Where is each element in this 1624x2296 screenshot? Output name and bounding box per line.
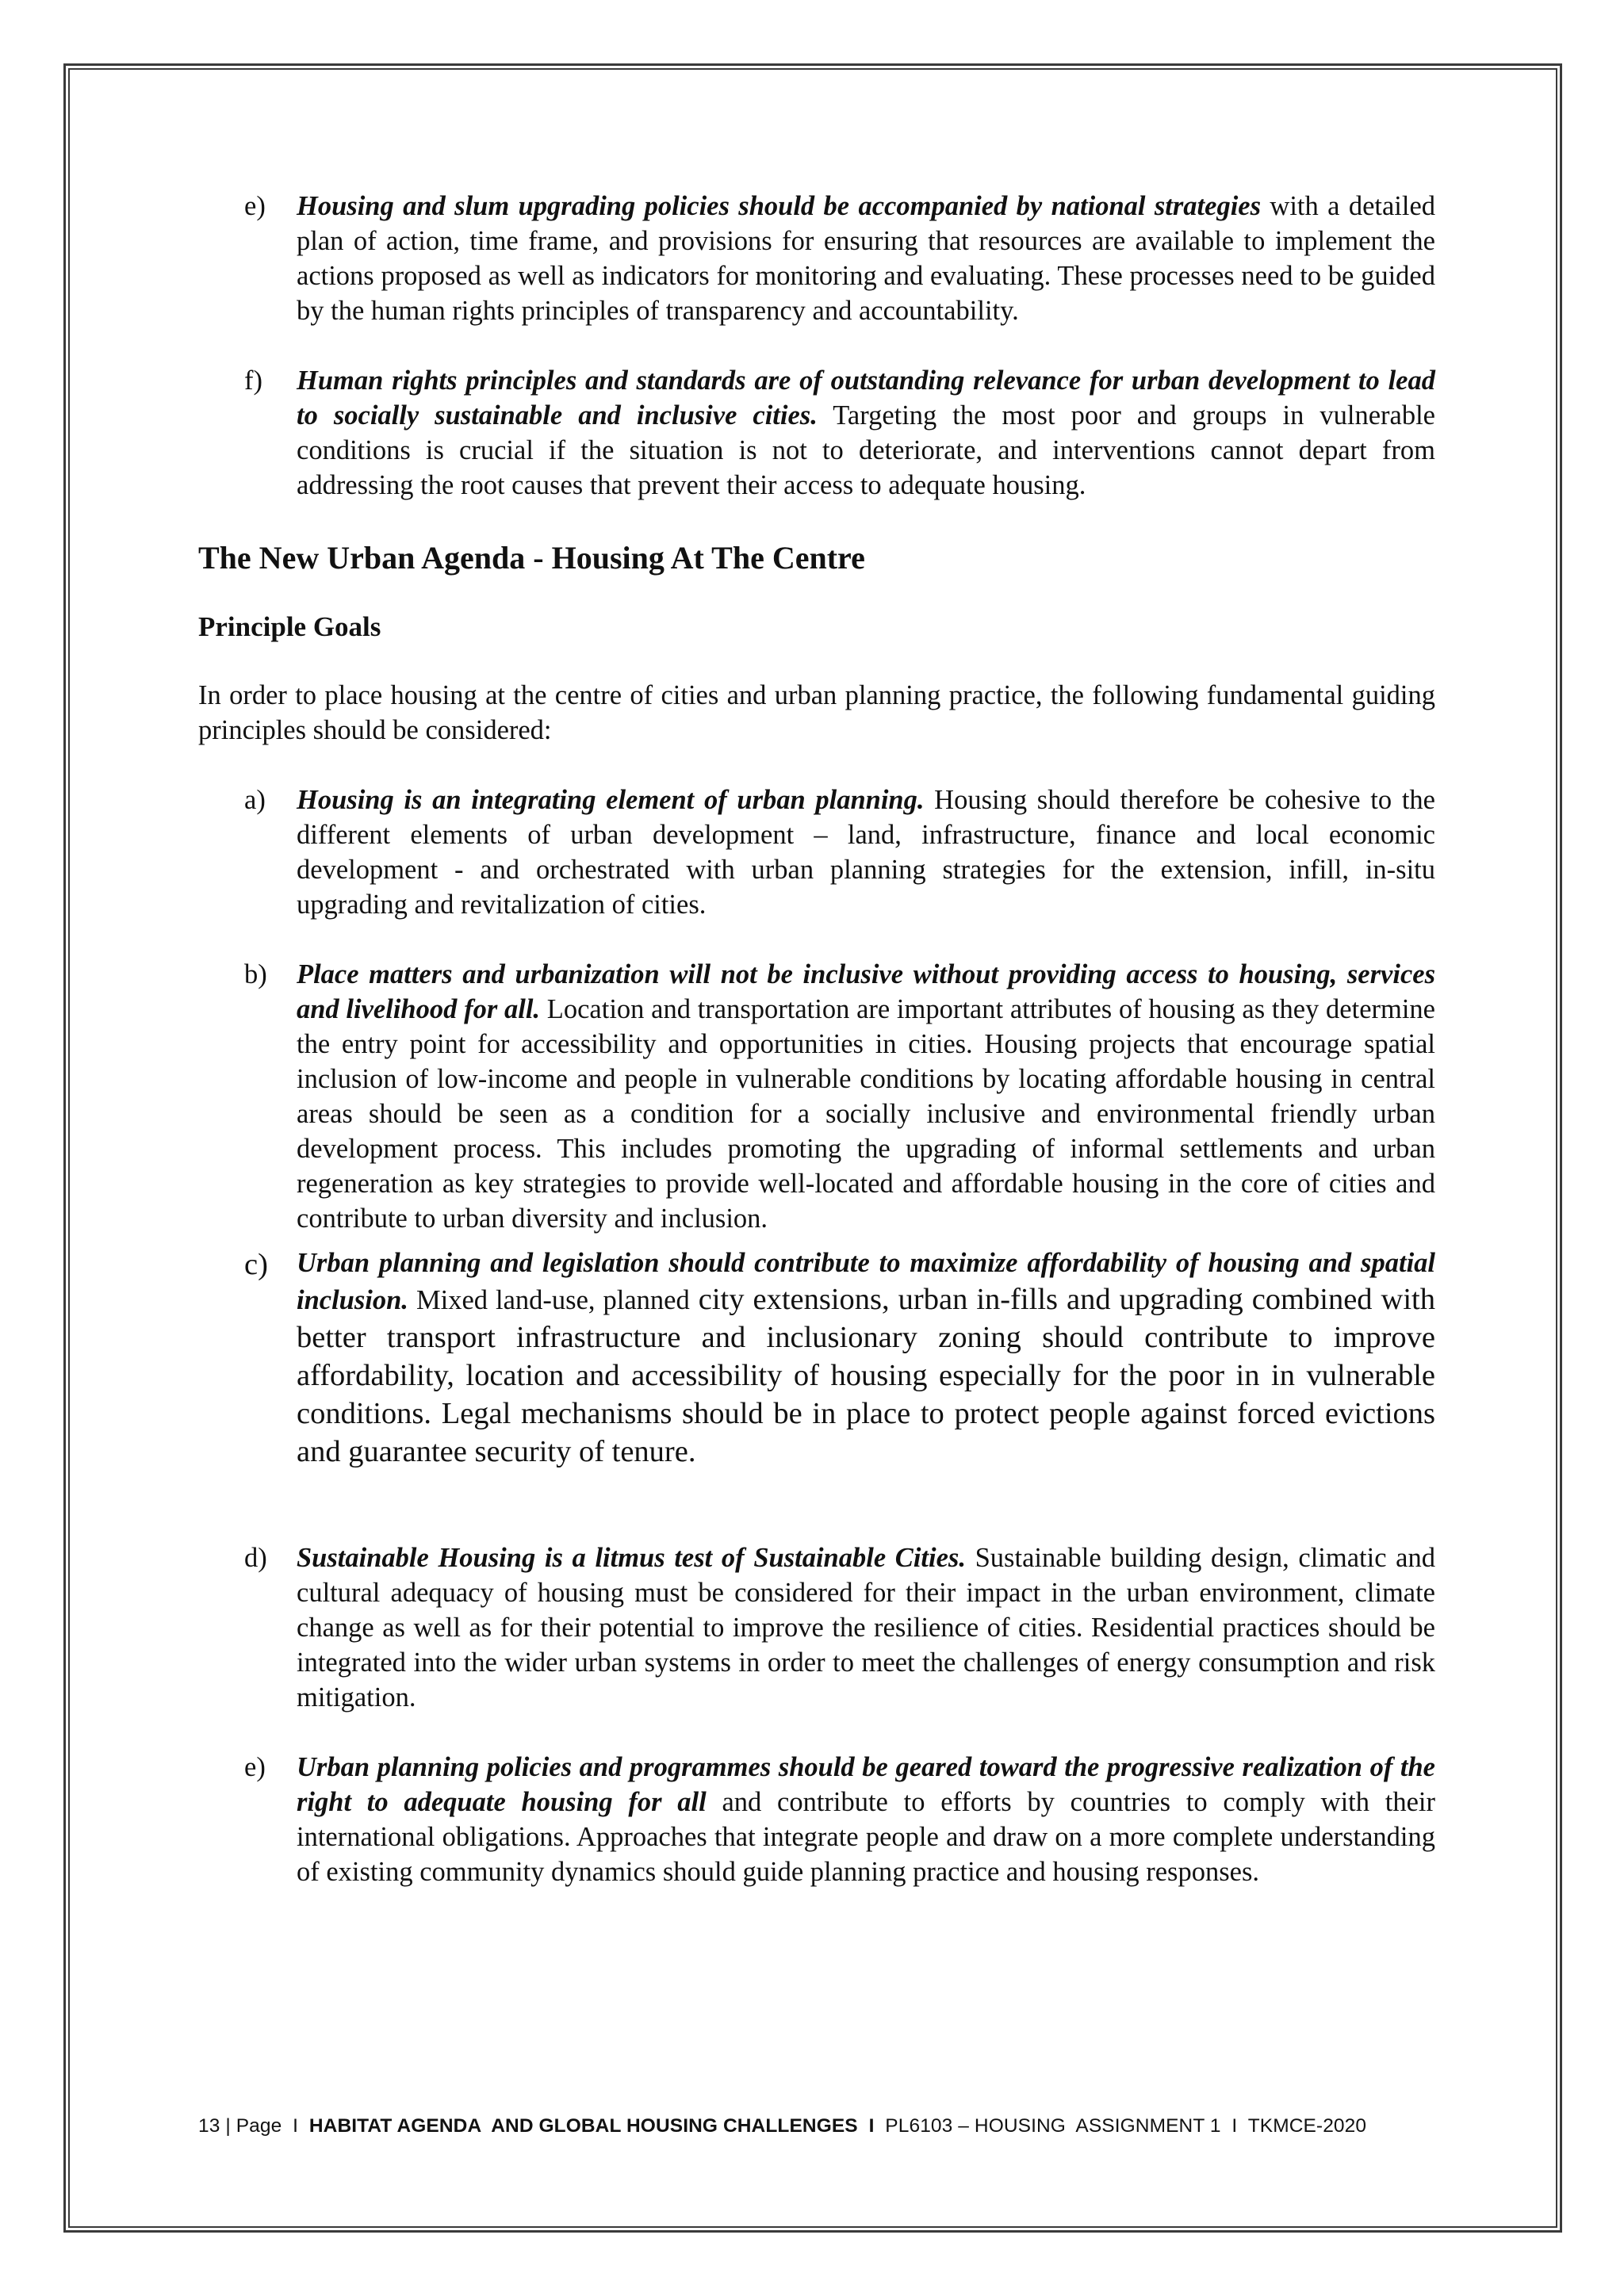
item-body: city extensions, urban in-fills and upgrading combined with better transport infrastructure and inclusionary zoning should contribute to improve affordability, location and accessibility of housing especially for the poor in in vulnerable conditions. Legal mechanisms should be in place to protect people against forced evictions and guarantee security of tenure. (297, 1283, 1435, 1468)
item-lead: Urban planning policies and programmes should be geared toward the progressive realization of the right to adequate housing for all (297, 1752, 1435, 1817)
item-body: Sustainable building design, climatic and cultural adequacy of housing must be considered for their impact in the urban environment, climate change as well as for their potential to improve the resilience of cities. Residential practices should be integrated into the wider urban systems in order to meet the challenges of energy consumption and risk mitigation. (297, 1543, 1435, 1712)
item-lead: Housing and slum upgrading policies should be accompanied by national strategies (297, 191, 1262, 221)
footer-separator: I (1220, 2115, 1248, 2137)
footer-separator: I (857, 2115, 886, 2137)
list-marker: e) (244, 1752, 266, 1782)
item-lead: Human rights principles and standards are of outstanding relevance for urban development to lead to socially sustainable and inclusive cities. (297, 365, 1435, 430)
page-footer (198, 2115, 1435, 2137)
list-marker: d) (244, 1543, 267, 1573)
footer-course: PL6103 – HOUSING ASSIGNMENT 1 (885, 2115, 1221, 2137)
section-title: The New Urban Agenda - Housing At The Centre (198, 540, 865, 576)
section-subtitle: Principle Goals (198, 611, 381, 642)
list-marker: a) (244, 785, 266, 815)
item-body: Location and transportation are important attributes of housing as they determine the entry point for accessibility and opportunities in cities. Housing projects that encourage spatial inclusion of low-income and people in vulnerable conditions by locating affordable housing in central areas should be seen as a condition for a socially inclusive and environmental friendly urban development process. This includes promoting the upgrading of informal settlements and urban regeneration as key strategies to provide well-located and affordable housing in the core of cities and contribute to urban diversity and inclusion. (297, 994, 1435, 1234)
item-body: and contribute to efforts by countries to comply with their international obligations. Approaches that integrate people and draw on a more complete understanding of existing community dynamics should guide planning practice and housing responses. (297, 1787, 1435, 1887)
footer-page-number: 13 (198, 2115, 220, 2137)
list-item-c (198, 1246, 1435, 1471)
list-marker: e) (244, 191, 266, 221)
item-lead: Sustainable Housing is a litmus test of Sustainable Cities. (297, 1543, 966, 1573)
item-body-small: Mixed land-use, planned (408, 1285, 690, 1315)
item-body: Targeting the most poor and groups in vulnerable conditions is crucial if the situation is not to deteriorate, and interventions cannot depart from addressing the root causes that prevent their access to adequate housing. (297, 400, 1435, 500)
item-body: Housing should therefore be cohesive to the different elements of urban development – land, infrastructure, finance and local economic development - and orchestrated with urban planning strategies for the extension, infill, in-situ upgrading and revitalization of cities. (297, 785, 1435, 920)
list-item-f-top (198, 363, 1435, 503)
item-body: with a detailed plan of action, time frame, and provisions for ensuring that resources are available to implement the actions proposed as well as indicators for monitoring and evaluating. These processes need to be guided by the human rights principles of transparency and accountability. (297, 191, 1436, 326)
list-marker: b) (244, 959, 267, 989)
list-item-d (198, 1540, 1435, 1715)
item-lead: Housing is an integrating element of urban planning. (297, 785, 925, 815)
list-item-b (198, 957, 1435, 1236)
list-item-e-top (198, 189, 1435, 328)
footer-page-label: | Page I (220, 2115, 309, 2137)
list-marker: c) (244, 1248, 268, 1281)
list-item-e (198, 1750, 1435, 1889)
item-lead: Urban planning and legislation should contribute to maximize affordability of housing and spatial inclusion. (297, 1248, 1435, 1315)
footer-institute: TKMCE-2020 (1247, 2115, 1367, 2137)
list-marker: f) (244, 365, 262, 396)
item-lead: Place matters and urbanization will not be inclusive without providing access to housing, services and livelihood for all. (297, 959, 1435, 1024)
section-intro: In order to place housing at the centre of cities and urban planning practice, the following fundamental guiding principles should be considered: (198, 680, 1435, 745)
footer-title: HABITAT AGENDA AND GLOBAL HOUSING CHALLENGES (308, 2115, 858, 2137)
list-item-a (198, 783, 1435, 922)
page-content (198, 189, 1435, 1889)
